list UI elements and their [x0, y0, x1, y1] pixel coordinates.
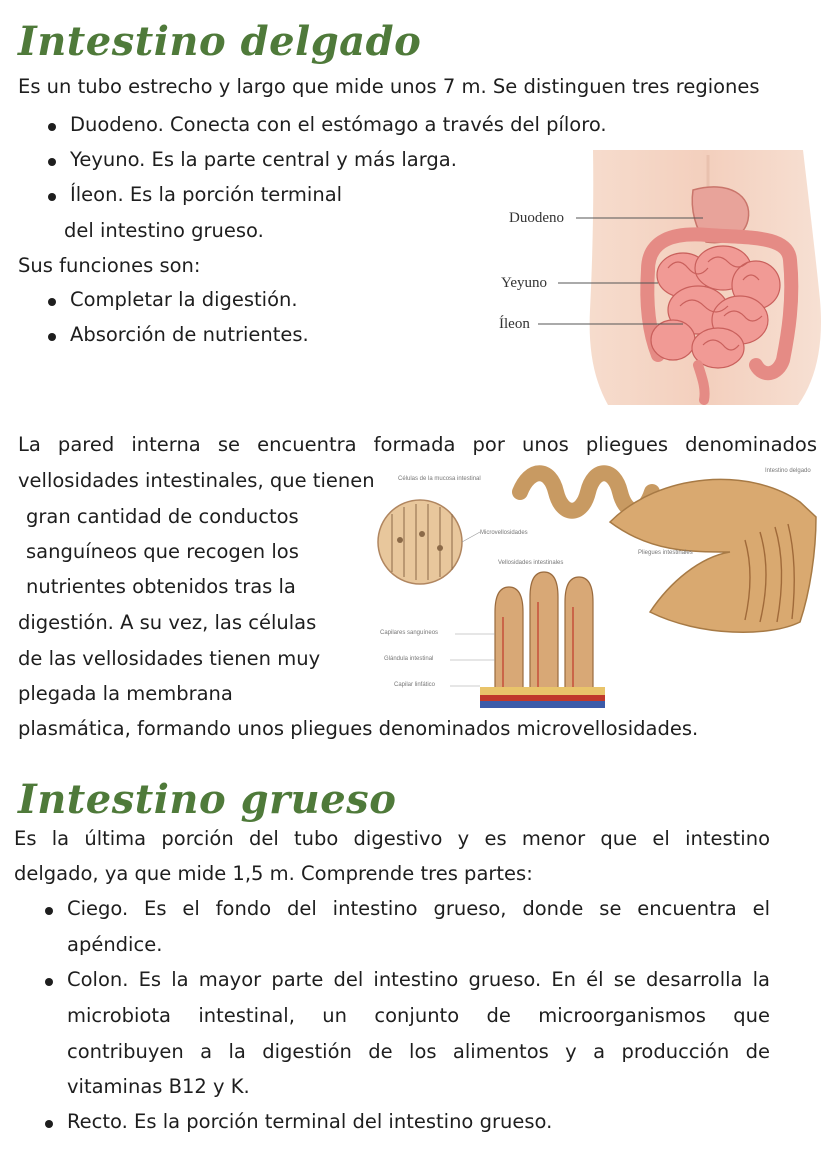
wall-text-line: plasmática, formando unos pliegues denominados microvellosidades.: [18, 717, 699, 740]
wall-text-line: gran cantidad de conductos: [26, 505, 299, 528]
part-item-colon-cont: vitaminas B12 y K.: [67, 1075, 250, 1098]
part-item-colon-cont: contribuyen a la digestión de los alimentos y a producción de: [67, 1040, 770, 1063]
villi-label: Intestino delgado: [765, 468, 811, 474]
villi-illustration: [370, 462, 818, 708]
part-item-ciego: Ciego. Es el fondo del intestino grueso, donde se encuentra el: [67, 897, 770, 920]
wall-text-line: sanguíneos que recogen los: [26, 540, 299, 563]
part-item-recto: Recto. Es la porción terminal del intestino grueso.: [67, 1110, 553, 1133]
figure-label-ileon: Íleon: [499, 316, 530, 332]
part-item-colon-cont: microbiota intestinal, un conjunto de microorganismos que: [67, 1004, 770, 1027]
region-item-yeyuno: Yeyuno. Es la parte central y más larga.: [70, 148, 457, 171]
bullet-icon: [48, 123, 56, 131]
small-intestine-intro: Es un tubo estrecho y largo que mide unos 7 m. Se distinguen tres regiones: [18, 75, 760, 98]
region-item-ileon: Íleon. Es la porción terminal: [70, 183, 343, 206]
part-item-colon: Colon. Es la mayor parte del intestino grueso. En él se desarrolla la: [67, 968, 770, 991]
abdomen-illustration: [498, 150, 828, 405]
bullet-icon: [45, 907, 53, 915]
wall-text-line: nutrientes obtenidos tras la: [26, 575, 296, 598]
villi-label: Microvellosidades: [480, 530, 528, 536]
region-item-ileon-cont: del intestino grueso.: [64, 219, 264, 242]
section-title-small-intestine: Intestino delgado: [18, 18, 422, 65]
villi-label: Vellosidades intestinales: [498, 560, 564, 566]
bullet-icon: [48, 333, 56, 341]
villi-label: Pliegues intestinales: [638, 550, 693, 556]
wall-text-line: de las vellosidades tienen muy: [18, 647, 321, 670]
bullet-icon: [48, 158, 56, 166]
figure-label-yeyuno: Yeyuno: [501, 275, 547, 291]
villi-label: Células de la mucosa intestinal: [398, 476, 481, 482]
region-item-duodeno: Duodeno. Conecta con el estómago a través del píloro.: [70, 113, 607, 136]
part-item-ciego-cont: apéndice.: [67, 933, 163, 956]
large-intestine-intro: Es la última porción del tubo digestivo y es menor que el intestino: [14, 827, 770, 850]
function-item: Completar la digestión.: [70, 288, 298, 311]
function-item: Absorción de nutrientes.: [70, 323, 309, 346]
functions-label: Sus funciones son:: [18, 254, 201, 277]
wall-text-line: vellosidades intestinales, que tienen: [18, 469, 375, 492]
bullet-icon: [48, 193, 56, 201]
villi-label: Capilares sanguíneos: [380, 630, 439, 636]
figure-label-duodeno: Duodeno: [509, 210, 564, 226]
large-intestine-intro: delgado, ya que mide 1,5 m. Comprende tres partes:: [14, 862, 533, 885]
bullet-icon: [48, 298, 56, 306]
bullet-icon: [45, 978, 53, 986]
villi-label: Glándula intestinal: [384, 656, 434, 662]
wall-text-line: plegada la membrana: [18, 682, 233, 705]
wall-text-line: La pared interna se encuentra formada por unos pliegues denominados: [18, 433, 817, 456]
bullet-icon: [45, 1120, 53, 1128]
wall-text-line: digestión. A su vez, las células: [18, 611, 317, 634]
section-title-large-intestine: Intestino grueso: [18, 776, 397, 823]
villi-label: Capilar linfático: [394, 682, 436, 688]
